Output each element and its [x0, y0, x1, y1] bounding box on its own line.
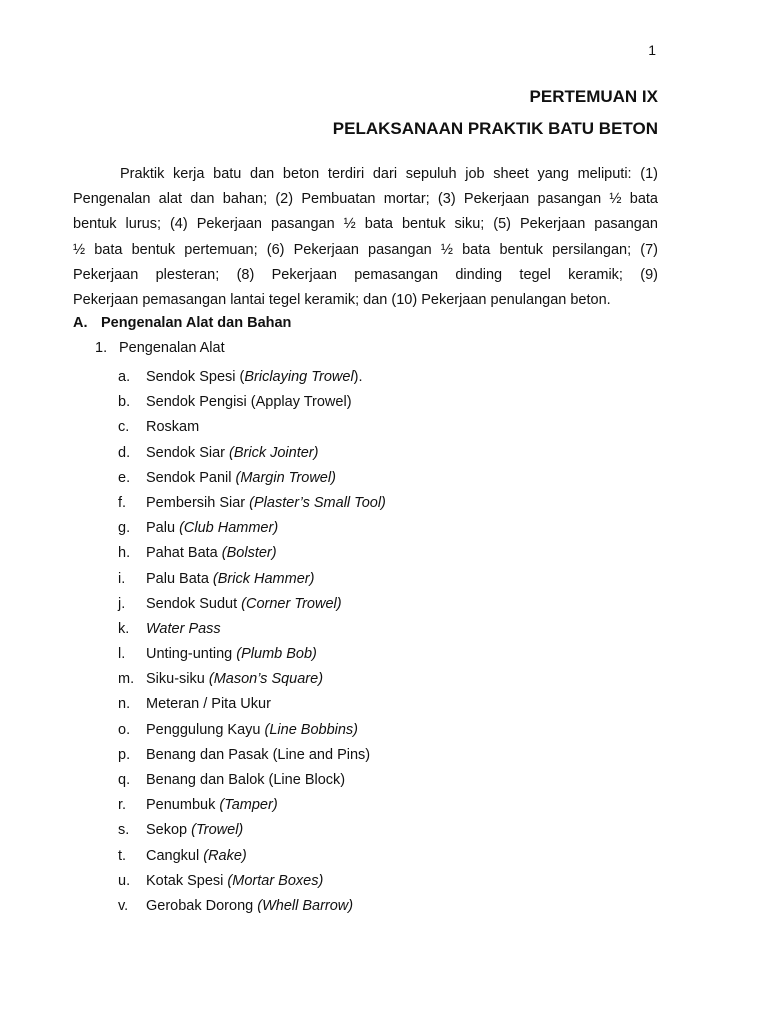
- list-item-name: Sendok Panil: [146, 469, 236, 486]
- list-item: [118, 415, 386, 440]
- list-item-letter: n.: [118, 696, 131, 713]
- list-item: [118, 390, 386, 415]
- list-item: [118, 869, 386, 894]
- subsection-heading: [95, 340, 225, 356]
- list-item-term: (Margin Trowel): [235, 469, 336, 486]
- list-item-name: Benang dan Balok (Line Block): [146, 772, 346, 788]
- section-heading: [73, 315, 291, 331]
- list-item: [118, 718, 386, 743]
- list-item-letter: g.: [118, 520, 131, 537]
- list-item-name: Sekop: [146, 822, 192, 839]
- list-item: [118, 365, 386, 390]
- list-item-name: Sendok Siar: [146, 444, 230, 461]
- list-item-letter: v.: [118, 897, 129, 914]
- list-item-term: (Club Hammer): [179, 520, 279, 537]
- list-item-name: Roskam: [146, 419, 200, 436]
- list-item-term: (Tamper): [219, 797, 278, 814]
- list-item-term: (Mason’s Square): [208, 671, 324, 688]
- list-item: [118, 567, 386, 592]
- list-item: [118, 793, 386, 818]
- list-item-term: (Bolster): [221, 545, 277, 562]
- list-item: [118, 516, 386, 541]
- list-item-name: Sendok Spesi (: [146, 369, 245, 385]
- chapter-subtitle: PELAKSANAAN PRAKTIK BATU BETON: [332, 119, 658, 138]
- intro-line: Pekerjaan plesteran; (8) Pekerjaan pemasangan dinding tegel keramik; (9): [73, 266, 658, 283]
- list-item: [118, 844, 386, 869]
- list-item-letter: i.: [118, 570, 126, 587]
- list-item-name: Cangkul: [146, 847, 204, 864]
- list-item: [118, 894, 386, 919]
- intro-line: bentuk lurus; (4) Pekerjaan pasangan ½ bata bentuk siku; (5) Pekerjaan pasangan: [73, 216, 658, 233]
- list-item-letter: u.: [118, 872, 131, 889]
- list-item-letter: m.: [118, 671, 135, 688]
- section-letter: A.: [73, 315, 88, 331]
- list-item-suffix: ).: [353, 369, 363, 385]
- list-item-name: Palu Bata: [146, 570, 213, 587]
- list-item-term: (Line Bobbins): [264, 721, 359, 738]
- list-item-term: (Whell Barrow): [257, 897, 354, 914]
- list-item: [118, 491, 386, 516]
- list-item: [118, 642, 386, 667]
- list-item-term: (Corner Trowel): [241, 595, 342, 612]
- list-item-term: (Mortar Boxes): [227, 872, 324, 889]
- list-item-name: Benang dan Pasak (Line and Pins): [146, 746, 371, 763]
- list-item-name: Penumbuk: [146, 797, 220, 814]
- list-item-letter: l.: [118, 646, 126, 663]
- list-item-name: Palu: [146, 520, 180, 537]
- subsection-number: 1.: [95, 340, 108, 356]
- list-item-letter: p.: [118, 746, 131, 763]
- list-item-name: Siku-siku: [146, 671, 209, 688]
- list-item-letter: o.: [118, 721, 131, 738]
- list-item-term: (Plumb Bob): [236, 646, 317, 663]
- subsection-title: Pengenalan Alat: [119, 340, 225, 356]
- list-item-letter: a.: [118, 369, 131, 385]
- section-title: Pengenalan Alat dan Bahan: [101, 315, 292, 331]
- list-item: [118, 441, 386, 466]
- list-item-term: (Rake): [203, 847, 247, 864]
- chapter-title: PERTEMUAN IX: [529, 87, 658, 106]
- list-item-name: Sendok Pengisi (Applay Trowel): [146, 394, 352, 411]
- list-item-term: Briclaying Trowel: [244, 369, 354, 385]
- list-item: [118, 466, 386, 491]
- list-item-name: Penggulung Kayu: [146, 721, 265, 738]
- intro-paragraph: [73, 162, 658, 313]
- list-item-letter: d.: [118, 444, 131, 461]
- list-item-letter: b.: [118, 394, 131, 411]
- list-item: [118, 743, 386, 768]
- intro-line: Praktik kerja batu dan beton terdiri dari sepuluh job sheet yang meliputi: (1): [120, 166, 658, 182]
- list-item-letter: j.: [118, 595, 126, 612]
- list-item-term: (Plaster’s Small Tool): [249, 494, 386, 511]
- list-item-name: Unting-unting: [146, 646, 237, 663]
- list-item-letter: e.: [118, 469, 131, 486]
- list-item-name: Gerobak Dorong: [146, 897, 258, 914]
- list-item-term: (Brick Hammer): [212, 570, 315, 587]
- list-item-letter: q.: [118, 772, 131, 788]
- intro-line: Pengenalan alat dan bahan; (2) Pembuatan mortar; (3) Pekerjaan pasangan ½ bata: [73, 191, 658, 208]
- list-item-letter: t.: [118, 847, 127, 864]
- page-number: 1: [648, 42, 656, 58]
- intro-line: ½ bata bentuk pertemuan; (6) Pekerjaan pasangan ½ bata bentuk persilangan; (7): [73, 241, 658, 258]
- tool-list: [118, 365, 386, 919]
- list-item: [118, 768, 386, 793]
- list-item-name: Meteran / Pita Ukur: [146, 696, 271, 713]
- list-item-letter: h.: [118, 545, 131, 562]
- list-item-name: Kotak Spesi: [146, 872, 228, 889]
- list-item-name: Pembersih Siar: [146, 494, 250, 511]
- list-item-term: (Trowel): [191, 822, 244, 839]
- list-item: [118, 818, 386, 843]
- list-item-term: Water Pass: [146, 620, 221, 637]
- list-item: [118, 617, 386, 642]
- list-item: [118, 541, 386, 566]
- list-item-term: (Brick Jointer): [229, 444, 319, 461]
- list-item-letter: r.: [118, 797, 127, 814]
- list-item-letter: k.: [118, 620, 130, 637]
- list-item-letter: c.: [118, 419, 130, 436]
- list-item: [118, 667, 386, 692]
- list-item: [118, 692, 386, 717]
- list-item-letter: f.: [118, 494, 127, 511]
- list-item: [118, 592, 386, 617]
- list-item-name: Sendok Sudut: [146, 595, 242, 612]
- list-item-name: Pahat Bata: [146, 545, 222, 562]
- intro-line: Pekerjaan pemasangan lantai tegel keramik; dan (10) Pekerjaan penulangan beton.: [73, 292, 611, 309]
- list-item-letter: s.: [118, 822, 130, 839]
